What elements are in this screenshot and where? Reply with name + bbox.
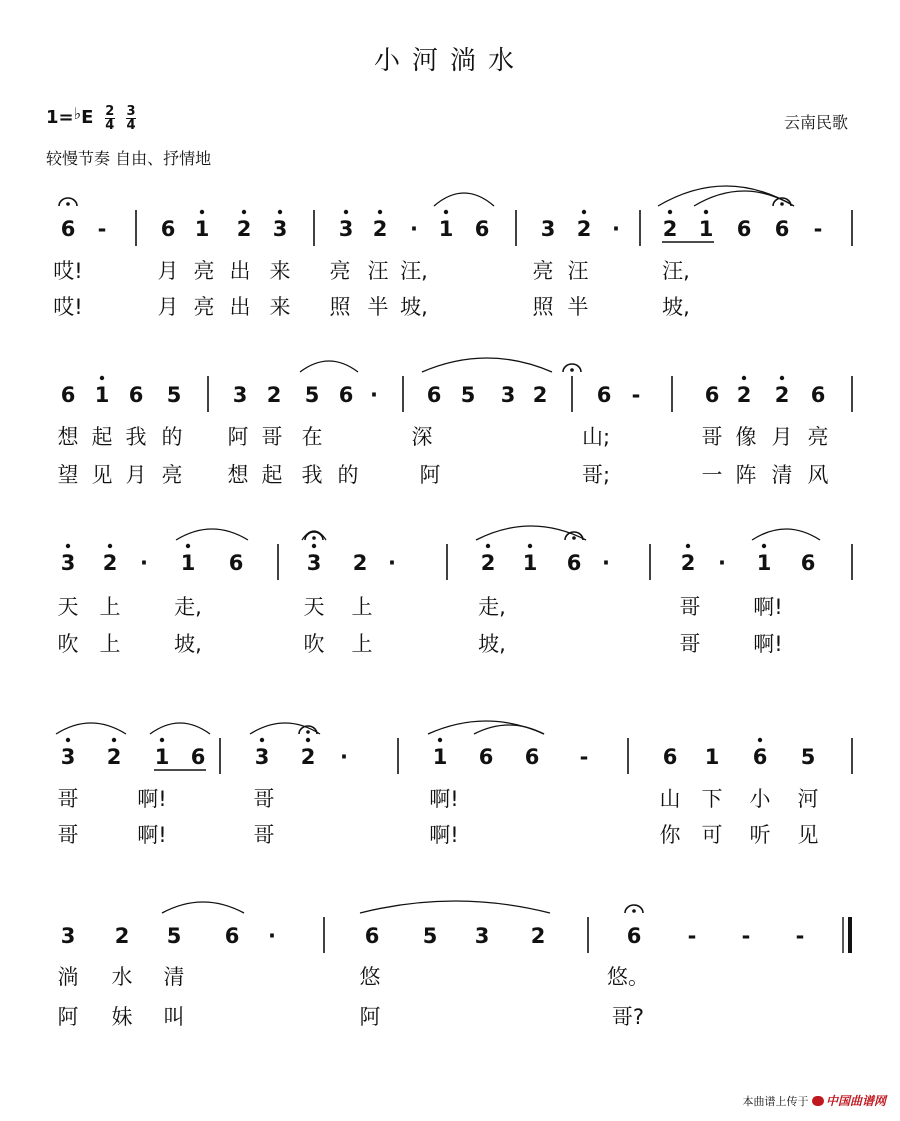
note-6: 6 (364, 924, 380, 948)
lyric-syllable: 来 (269, 259, 291, 283)
lyric-syllable: 啊! (753, 595, 783, 619)
fermata-dot (570, 368, 574, 372)
lyric-syllable: 出 (229, 259, 251, 283)
lyric-syllable: 亮 (329, 259, 351, 283)
lyrics-verse-2 (58, 463, 829, 487)
note-2: 2 (680, 551, 696, 575)
octave-dot (686, 544, 690, 548)
note-6: 6 (224, 924, 240, 948)
lyrics-verse-2 (58, 1005, 645, 1029)
lyrics-verse-1 (58, 595, 783, 619)
dash-extension: - (813, 217, 823, 241)
note-i: 1 (756, 551, 772, 575)
dot-extension: · (602, 551, 610, 575)
lyric-syllable: 阵 (735, 463, 757, 487)
lyrics-verse-1 (58, 425, 829, 449)
lyric-syllable: 哎! (53, 295, 83, 319)
lyric-syllable: 一 (701, 463, 723, 487)
octave-dot (668, 210, 672, 214)
lyric-syllable: 啊! (137, 787, 167, 811)
lyric-syllable: 啊! (429, 787, 459, 811)
fermata-dot (66, 202, 70, 206)
site-logo: 中国曲谱网 (812, 1094, 886, 1108)
lyric-syllable: 像 (735, 425, 757, 449)
dot-extension: · (140, 551, 148, 575)
note-2: 2 (372, 217, 388, 241)
slur (176, 529, 248, 540)
dash-extension: - (687, 924, 697, 948)
note-i: 1 (698, 217, 714, 241)
dot-extension: · (388, 551, 396, 575)
lyric-syllable: 听 (749, 823, 771, 847)
lyric-syllable: 阿 (359, 1005, 381, 1029)
note-i: 1 (154, 745, 170, 769)
note-i: 1 (180, 551, 196, 575)
note-6: 6 (60, 217, 76, 241)
note-3: 3 (60, 551, 76, 575)
lyric-syllable: 的 (337, 463, 359, 487)
lyric-syllable: 啊! (137, 823, 167, 847)
note-2: 2 (530, 924, 546, 948)
lyric-syllable: 下 (701, 787, 723, 811)
octave-dot (780, 376, 784, 380)
note-6: 6 (566, 551, 582, 575)
note-2: 2 (532, 383, 548, 407)
note-3: 3 (60, 745, 76, 769)
lyric-syllable: 上 (351, 595, 373, 619)
lyric-syllable: 见 (91, 463, 113, 487)
note-2: 2 (300, 745, 316, 769)
lyric-syllable: 起 (261, 463, 283, 487)
lyric-syllable: 上 (99, 632, 121, 656)
score-system-3 (58, 544, 853, 656)
lyric-syllable: 哥 (57, 787, 79, 811)
note-6: 6 (752, 745, 768, 769)
lyric-syllable: 上 (99, 595, 121, 619)
lyric-syllable: 你 (659, 823, 681, 847)
note-i: 1 (94, 383, 110, 407)
note-5: 5 (460, 383, 476, 407)
lyric-syllable: 我 (301, 463, 323, 487)
lyric-syllable: 清 (771, 463, 793, 487)
note-6: 6 (774, 217, 790, 241)
lyric-syllable: 我 (125, 425, 147, 449)
octave-dot (186, 544, 190, 548)
dash-extension: - (97, 217, 107, 241)
note-3: 3 (540, 217, 556, 241)
lyric-syllable: 亮 (532, 259, 554, 283)
lyric-syllable: 水 (111, 965, 133, 989)
octave-dot (762, 544, 766, 548)
octave-dot (528, 544, 532, 548)
note-6: 6 (60, 383, 76, 407)
lyrics-verse-2 (53, 295, 690, 319)
note-6: 6 (736, 217, 752, 241)
octave-dot (160, 738, 164, 742)
lyric-syllable: 哥 (679, 595, 701, 619)
lyric-syllable: 可 (701, 823, 723, 847)
octave-dot (444, 210, 448, 214)
lyrics-verse-2 (58, 632, 783, 656)
slur (694, 191, 794, 206)
fermata-dot (632, 909, 636, 913)
lyric-syllable: 天 (57, 595, 79, 619)
note-i: 1 (522, 551, 538, 575)
octave-dot (66, 544, 70, 548)
lyric-syllable: 阿 (57, 1005, 79, 1029)
note-6: 6 (704, 383, 720, 407)
note-3: 3 (254, 745, 270, 769)
key-prefix: 1= (46, 107, 74, 128)
octave-dot (260, 738, 264, 742)
octave-dot (704, 210, 708, 214)
note-i: 1 (432, 745, 448, 769)
fermata-dot (306, 730, 310, 734)
lyric-syllable: 哥 (253, 823, 275, 847)
score-system-4 (58, 738, 853, 847)
note-2: 2 (662, 217, 678, 241)
note-6: 6 (662, 745, 678, 769)
note-6: 6 (228, 551, 244, 575)
lyric-syllable: 淌 (57, 965, 79, 989)
slur (434, 193, 494, 206)
lyric-syllable: 半 (367, 295, 389, 319)
note-i: 1 (704, 745, 720, 769)
lyric-syllable: 悠。 (607, 965, 649, 989)
slur (360, 901, 550, 913)
lyric-syllable: 月 (157, 259, 179, 283)
lyric-syllable: 想 (57, 425, 79, 449)
lyric-syllable: 山; (581, 425, 611, 449)
note-2: 2 (736, 383, 752, 407)
tempo-marking: 较慢节奏 自由、抒情地 (46, 149, 212, 168)
lyric-syllable: 汪, (400, 259, 428, 283)
score-system-5 (58, 917, 851, 1029)
octave-dot (242, 210, 246, 214)
fermata-dot (312, 536, 316, 540)
note-3: 3 (306, 551, 322, 575)
note-3: 3 (60, 924, 76, 948)
lyric-syllable: 半 (567, 295, 589, 319)
note-5: 5 (166, 924, 182, 948)
note-i: 1 (438, 217, 454, 241)
lyric-syllable: 河 (797, 787, 819, 811)
lyric-syllable: 见 (797, 823, 819, 847)
lyric-syllable: 山 (659, 787, 681, 811)
lyric-syllable: 风 (807, 463, 829, 487)
lyric-syllable: 啊! (753, 632, 783, 656)
note-2: 2 (774, 383, 790, 407)
lyric-syllable: 叫 (163, 1005, 185, 1029)
octave-dot (742, 376, 746, 380)
footer (742, 1092, 886, 1109)
note-5: 5 (422, 924, 438, 948)
note-6: 6 (478, 745, 494, 769)
note-6: 6 (338, 383, 354, 407)
score-system-1 (53, 210, 852, 319)
dash-extension: - (579, 745, 589, 769)
lyric-syllable: 的 (161, 425, 183, 449)
note-5: 5 (166, 383, 182, 407)
lyric-syllable: 啊! (429, 823, 459, 847)
octave-dot (66, 738, 70, 742)
fermata-dot (572, 536, 576, 540)
lyric-syllable: 汪 (367, 259, 389, 283)
lyric-syllable: 哎! (53, 259, 83, 283)
lyric-syllable: 悠 (359, 965, 381, 989)
note-6: 6 (626, 924, 642, 948)
note-6: 6 (596, 383, 612, 407)
lyric-syllable: 亮 (193, 295, 215, 319)
note-3: 3 (272, 217, 288, 241)
octave-dot (438, 738, 442, 742)
note-6: 6 (190, 745, 206, 769)
lyric-syllable: 汪, (662, 259, 690, 283)
lyric-syllable: 坡, (478, 632, 506, 656)
octave-dot (278, 210, 282, 214)
dash-extension: - (795, 924, 805, 948)
dot-extension: · (370, 383, 378, 407)
lyric-syllable: 吹 (57, 632, 79, 656)
lyric-syllable: 深 (411, 425, 433, 449)
note-2: 2 (114, 924, 130, 948)
note-3: 3 (232, 383, 248, 407)
slur (162, 902, 244, 913)
lyric-syllable: 照 (329, 295, 351, 319)
slur (422, 358, 552, 372)
slur (476, 526, 586, 540)
lyric-syllable: 哥 (57, 823, 79, 847)
flat-sign: ♭ (73, 104, 82, 123)
dot-extension: · (410, 217, 418, 241)
lyrics-verse-1 (58, 965, 650, 989)
octave-dot (200, 210, 204, 214)
lyric-syllable: 照 (532, 295, 554, 319)
lyric-syllable: 起 (91, 425, 113, 449)
lyric-syllable: 望 (57, 463, 79, 487)
key-letter: E (81, 107, 94, 128)
lyric-syllable: 出 (229, 295, 251, 319)
dash-extension: - (631, 383, 641, 407)
octave-dot (486, 544, 490, 548)
lyric-syllable: 亮 (193, 259, 215, 283)
octave-dot (100, 376, 104, 380)
note-3: 3 (474, 924, 490, 948)
lyric-syllable: 天 (303, 595, 325, 619)
dot-extension: · (612, 217, 620, 241)
lyric-syllable: 月 (771, 425, 793, 449)
note-6: 6 (426, 383, 442, 407)
slur (752, 529, 820, 540)
lyric-syllable: 走, (174, 595, 202, 619)
note-6: 6 (474, 217, 490, 241)
lyric-syllable: 吹 (303, 632, 325, 656)
lyric-syllable: 月 (125, 463, 147, 487)
lyric-syllable: 亮 (807, 425, 829, 449)
lyric-syllable: 亮 (161, 463, 183, 487)
note-2: 2 (106, 745, 122, 769)
lyric-syllable: 哥 (261, 425, 283, 449)
octave-dot (312, 544, 316, 548)
note-2: 2 (266, 383, 282, 407)
octave-dot (108, 544, 112, 548)
octave-dot (582, 210, 586, 214)
lyric-syllable: 在 (301, 425, 323, 449)
note-5: 5 (304, 383, 320, 407)
lyric-syllable: 坡, (662, 295, 690, 319)
score-system-2 (58, 376, 853, 487)
octave-dot (344, 210, 348, 214)
lyric-syllable: 走, (478, 595, 506, 619)
note-6: 6 (524, 745, 540, 769)
note-i: 1 (194, 217, 210, 241)
lyric-syllable: 想 (227, 463, 249, 487)
lyric-syllable: 小 (749, 787, 771, 811)
time-signature-3-4: $\frac{3}{4}$ (126, 103, 136, 133)
note-6: 6 (810, 383, 826, 407)
lyric-syllable: 来 (269, 295, 291, 319)
dash-extension: - (741, 924, 751, 948)
octave-dot (306, 738, 310, 742)
note-2: 2 (102, 551, 118, 575)
song-origin: 云南民歌 (783, 113, 848, 132)
lyric-syllable: 阿 (419, 463, 441, 487)
dot-extension: · (718, 551, 726, 575)
note-6: 6 (128, 383, 144, 407)
octave-dot (378, 210, 382, 214)
note-3: 3 (500, 383, 516, 407)
lyric-syllable: 哥 (253, 787, 275, 811)
slur (474, 725, 544, 734)
slur (56, 723, 126, 734)
lyric-syllable: 清 (163, 965, 185, 989)
lyric-syllable: 哥 (679, 632, 701, 656)
lyric-syllable: 上 (351, 632, 373, 656)
note-3: 3 (338, 217, 354, 241)
logo-icon (812, 1096, 824, 1106)
note-6: 6 (800, 551, 816, 575)
time-signature-2-4: $\frac{2}{4}$ (105, 103, 115, 133)
note-2: 2 (576, 217, 592, 241)
note-6: 6 (160, 217, 176, 241)
fermata-dot (780, 202, 784, 206)
dot-extension: · (340, 745, 348, 769)
note-5: 5 (800, 745, 816, 769)
note-2: 2 (480, 551, 496, 575)
dot-extension: · (268, 924, 276, 948)
octave-dot (758, 738, 762, 742)
lyrics-verse-1 (53, 259, 690, 283)
lyric-syllable: 汪 (567, 259, 589, 283)
lyrics-verse-1 (58, 787, 819, 811)
song-title: 小河淌水 (373, 46, 526, 76)
octave-dot (112, 738, 116, 742)
lyric-syllable: 哥 (701, 425, 723, 449)
lyric-syllable: 哥; (581, 463, 611, 487)
note-2: 2 (236, 217, 252, 241)
note-2: 2 (352, 551, 368, 575)
lyric-syllable: 妹 (111, 1005, 133, 1029)
slur (150, 723, 210, 734)
lyrics-verse-2 (58, 823, 819, 847)
lyric-syllable: 阿 (227, 425, 249, 449)
footer-text: 本曲谱上传于 (742, 1095, 809, 1108)
lyric-syllable: 哥? (611, 1005, 645, 1029)
slur (300, 361, 358, 372)
lyric-syllable: 月 (157, 295, 179, 319)
lyric-syllable: 坡, (174, 632, 202, 656)
lyric-syllable: 坡, (400, 295, 428, 319)
